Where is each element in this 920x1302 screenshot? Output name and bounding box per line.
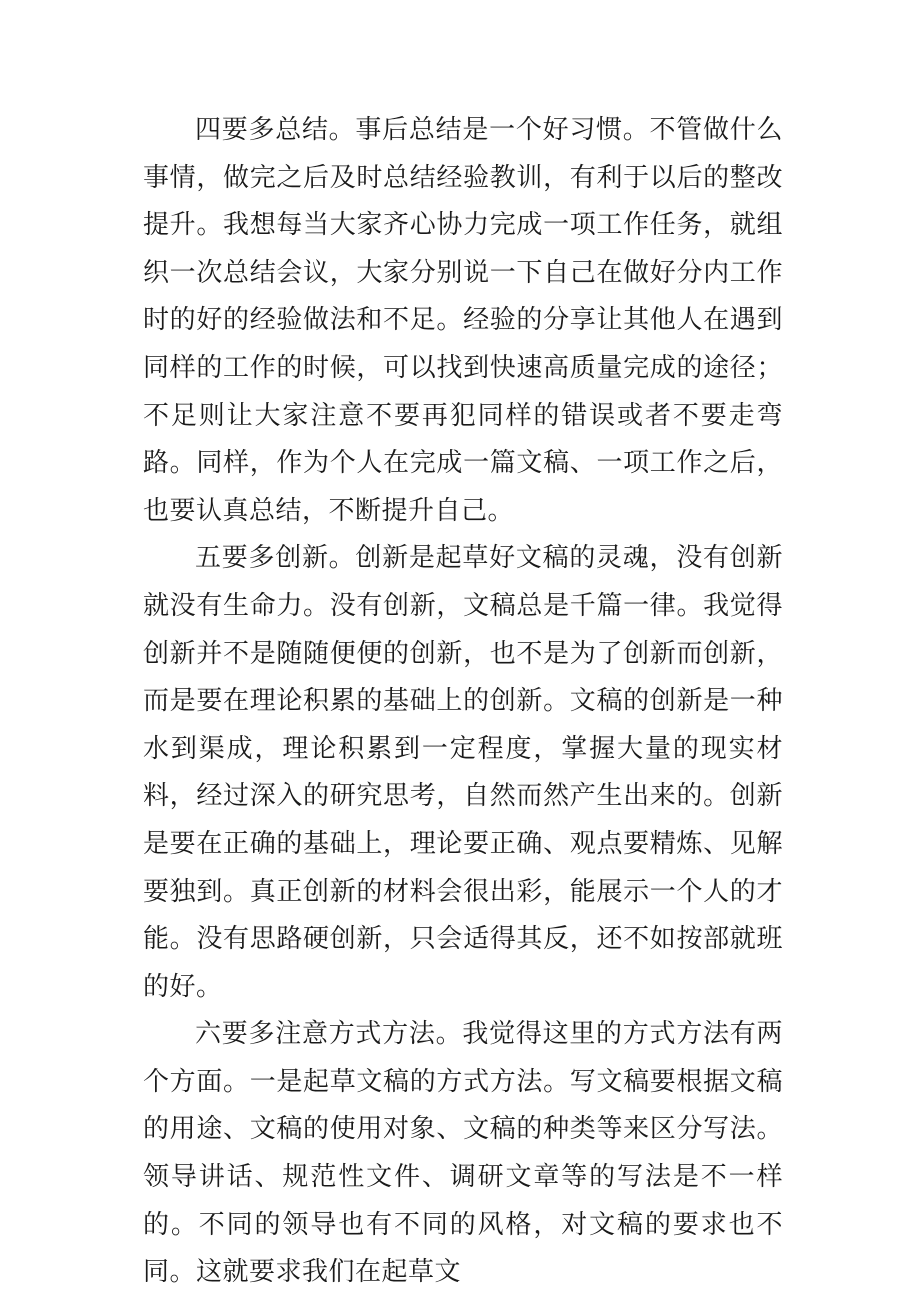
paragraph-methods: 六要多注意方式方法。我觉得这里的方式方法有两个方面。一是起草文稿的方式方法。写文稿要根据文稿的用途、文稿的使用对象、文稿的种类等来区分写法。领导讲话、规范性文件、调研文章等的写法是不一样的。不同的领导也有不同的风格，对文稿的要求也不同。这就要求我们在起草文 bbox=[143, 1019, 783, 1288]
document-body bbox=[143, 107, 783, 1297]
paragraph-summarize: 四要多总结。事后总结是一个好习惯。不管做什么事情，做完之后及时总结经验教训，有利于以后的整改提升。我想每当大家齐心协力完成一项工作任务，就组织一次总结会议，大家分别说一下自己在做好分内工作时的好的经验做法和不足。经验的分享让其他人在遇到同样的工作的时候，可以找到快速高质量完成的途径；不足则让大家注意不要再犯同样的错误或者不要走弯路。同样，作为个人在完成一篇文稿、一项工作之后，也要认真总结，不断提升自己。 bbox=[143, 115, 783, 526]
paragraph-innovate: 五要多创新。创新是起草好文稿的灵魂，没有创新就没有生命力。没有创新，文稿总是千篇一律。我觉得创新并不是随随便便的创新，也不是为了创新而创新，而是要在理论积累的基础上的创新。文稿的创新是一种水到渠成，理论积累到一定程度，掌握大量的现实材料，经过深入的研究思考，自然而然产生出来的。创新是要在正确的基础上，理论要正确、观点要精炼、见解要独到。真正创新的材料会很出彩，能展示一个人的才能。没有思路硬创新，只会适得其反，还不如按部就班的好。 bbox=[143, 543, 783, 1002]
